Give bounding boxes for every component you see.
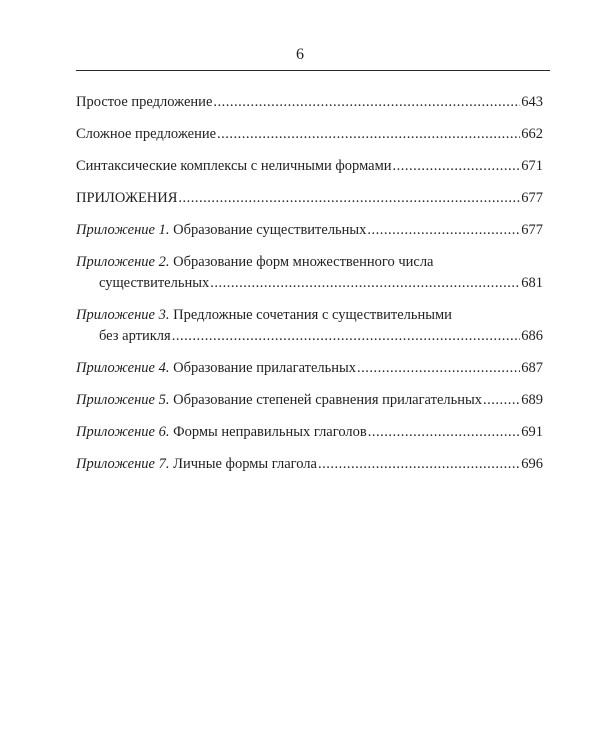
toc-entry-appendix-6[interactable] xyxy=(76,422,543,443)
toc-leader-dots xyxy=(393,156,521,177)
toc-entry-prefix: Приложение 6. xyxy=(76,424,170,440)
toc-entry-prefix: Приложение 2. xyxy=(76,254,170,270)
toc-entry-page: 686 xyxy=(521,328,543,344)
toc-entry-complex-sentence[interactable] xyxy=(76,124,543,145)
toc-entry-title: Образование существительных xyxy=(173,222,367,238)
page-number: 6 xyxy=(296,46,304,63)
table-of-contents xyxy=(76,92,543,486)
toc-entry-title: Образование степеней сравнения прилагательных xyxy=(173,392,482,408)
toc-entry-title: Сложное предложение xyxy=(76,126,217,142)
toc-entry-appendix-7[interactable] xyxy=(76,454,543,475)
toc-leader-dots xyxy=(178,188,520,209)
toc-entry-prefix: Приложение 4. xyxy=(76,360,170,376)
toc-leader-dots xyxy=(210,273,520,294)
toc-entry-prefix: Приложение 1. xyxy=(76,222,170,238)
toc-entry-title: Синтаксические комплексы с неличными формами xyxy=(76,158,392,174)
toc-entry-title: Предложные сочетания с существительными xyxy=(173,307,452,323)
toc-entry-page: 691 xyxy=(521,424,543,440)
toc-entry-page: 681 xyxy=(521,275,543,291)
toc-entry-appendix-2[interactable] xyxy=(76,252,543,294)
toc-entry-title: Образование прилагательных xyxy=(173,360,357,376)
toc-entry-simple-sentence[interactable] xyxy=(76,92,543,113)
toc-entry-page: 687 xyxy=(521,360,543,376)
toc-entry-continuation: без артикля xyxy=(99,328,171,344)
toc-entry-title: Образование форм множественного числа xyxy=(173,254,434,270)
toc-entry-continuation: существительных xyxy=(99,275,210,291)
toc-leader-dots xyxy=(217,124,520,145)
toc-entry-title: ПРИЛОЖЕНИЯ xyxy=(76,190,178,206)
toc-leader-dots xyxy=(213,92,520,113)
toc-leader-dots xyxy=(172,326,521,347)
toc-leader-dots xyxy=(367,220,520,241)
toc-entry-page: 643 xyxy=(521,94,543,110)
toc-entry-page: 689 xyxy=(521,392,543,408)
toc-entry-title: Личные формы глагола xyxy=(173,456,317,472)
toc-entry-page: 696 xyxy=(521,456,543,472)
toc-entry-page: 677 xyxy=(521,190,543,206)
toc-entry-page: 662 xyxy=(521,126,543,142)
toc-entry-appendix-5[interactable] xyxy=(76,390,543,411)
toc-leader-dots xyxy=(368,422,521,443)
toc-entry-title: Простое предложение xyxy=(76,94,213,110)
toc-entry-appendices[interactable] xyxy=(76,188,543,209)
toc-leader-dots xyxy=(357,358,520,379)
toc-entry-appendix-4[interactable] xyxy=(76,358,543,379)
toc-entry-appendix-1[interactable] xyxy=(76,220,543,241)
toc-entry-page: 671 xyxy=(521,158,543,174)
toc-entry-syntactic-complexes[interactable] xyxy=(76,156,543,177)
toc-entry-appendix-3[interactable] xyxy=(76,305,543,347)
toc-entry-prefix: Приложение 3. xyxy=(76,307,170,323)
toc-entry-prefix: Приложение 7. xyxy=(76,456,170,472)
toc-entry-page: 677 xyxy=(521,222,543,238)
toc-entry-prefix: Приложение 5. xyxy=(76,392,170,408)
toc-entry-title: Формы неправильных глаголов xyxy=(173,424,367,440)
header-rule xyxy=(76,70,550,71)
toc-leader-dots xyxy=(318,454,520,475)
toc-leader-dots xyxy=(483,390,520,411)
